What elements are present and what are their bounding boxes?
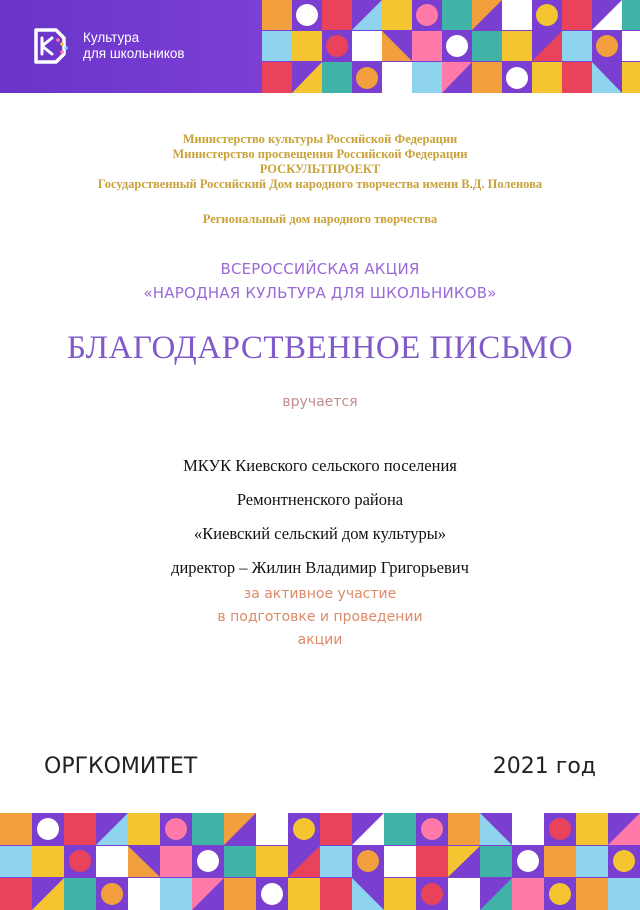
organizer-line: Государственный Российский Дом народного творчества имени В.Д. Поленова bbox=[97, 177, 543, 191]
recipient-block bbox=[0, 449, 640, 585]
logo-text bbox=[83, 30, 185, 62]
campaign-heading bbox=[0, 257, 640, 305]
reason-line: за активное участие bbox=[243, 586, 397, 602]
regional-house: Региональный дом народного творчества bbox=[202, 212, 438, 226]
logo-line-1: Культура bbox=[83, 30, 140, 45]
logo-panel bbox=[0, 0, 262, 93]
recipient-line: «Киевский сельский дом культуры» bbox=[193, 524, 447, 543]
awarded-to-label: вручается bbox=[282, 394, 358, 410]
bottom-pattern-band bbox=[0, 813, 640, 910]
bottom-pattern-graphic bbox=[0, 813, 640, 910]
organizing-committee: ОРГКОМИТЕТ bbox=[44, 754, 198, 779]
culture-logo-icon bbox=[28, 26, 72, 66]
document-title: БЛАГОДАРСТВЕННОЕ ПИСЬМО bbox=[66, 330, 574, 366]
organizer-line: РОСКУЛЬТПРОЕКТ bbox=[259, 162, 381, 176]
campaign-line-1: ВСЕРОССИЙСКАЯ АКЦИЯ bbox=[220, 260, 420, 278]
reason-line: акции bbox=[297, 632, 343, 648]
recipient-line: директор – Жилин Владимир Григорьевич bbox=[171, 558, 469, 577]
recipient-line: МКУК Киевского сельского поселения bbox=[183, 456, 457, 475]
organizer-line: Министерство просвещения Российской Федерации bbox=[172, 147, 468, 161]
logo-line-2: для школьников bbox=[83, 46, 185, 61]
recipient-line: Ремонтненского района bbox=[236, 490, 404, 509]
reason-block bbox=[0, 583, 640, 652]
organizer-line: Министерство культуры Российской Федерации bbox=[182, 132, 458, 146]
campaign-line-2: «НАРОДНАЯ КУЛЬТУРА ДЛЯ ШКОЛЬНИКОВ» bbox=[143, 284, 497, 302]
organizers-block bbox=[0, 132, 640, 192]
year-label: 2021 год bbox=[492, 754, 596, 779]
top-pattern-band bbox=[0, 0, 640, 93]
reason-line: в подготовке и проведении bbox=[217, 609, 423, 625]
